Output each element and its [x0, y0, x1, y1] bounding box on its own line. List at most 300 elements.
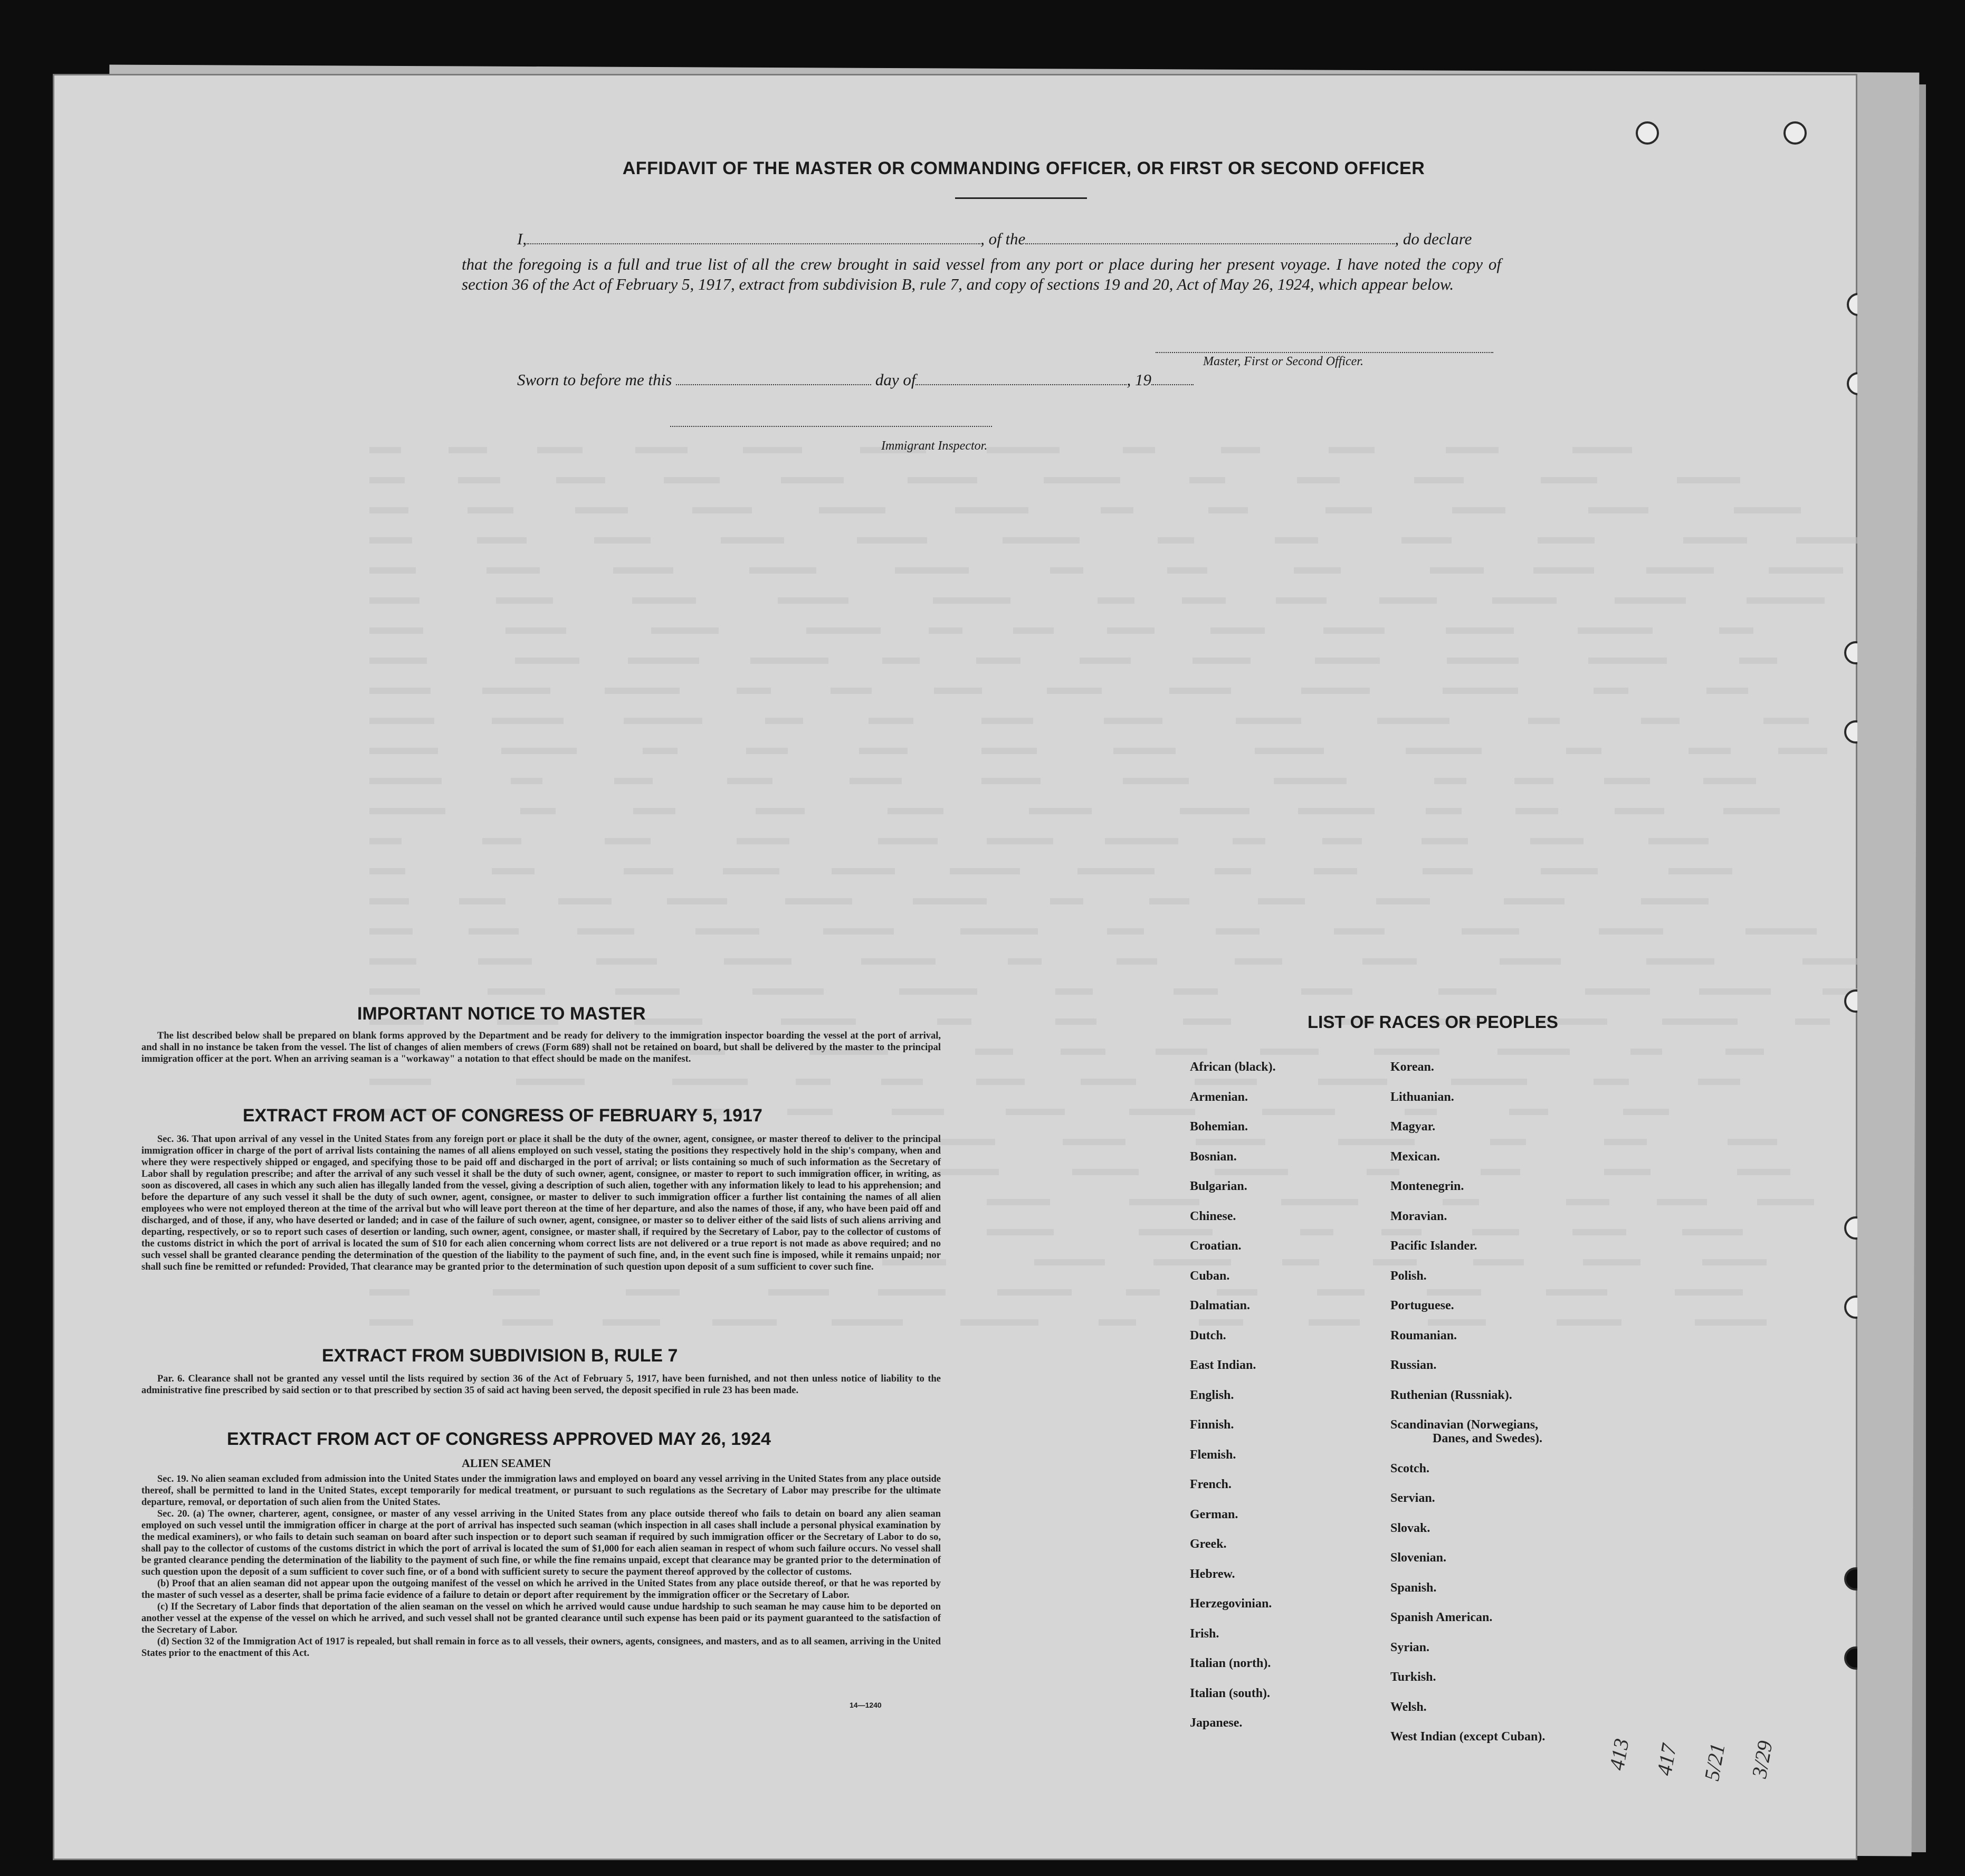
bleed-through-mark — [1044, 477, 1120, 483]
bleed-through-mark — [913, 898, 987, 904]
do-declare-label: , do declare — [1395, 230, 1472, 248]
bleed-through-mark — [556, 477, 605, 483]
bleed-through-mark — [1301, 688, 1370, 694]
bleed-through-mark — [478, 958, 532, 965]
bleed-through-mark — [850, 778, 902, 784]
bleed-through-mark — [1216, 928, 1260, 935]
bleed-through-mark — [1719, 627, 1753, 634]
bleed-through-mark — [781, 477, 844, 483]
bleed-through-mark — [635, 447, 688, 453]
race-item: Italian (north). — [1190, 1656, 1271, 1670]
bleed-through-mark — [899, 988, 977, 995]
bleed-through-mark — [1215, 1169, 1288, 1175]
bleed-through-mark — [1029, 808, 1092, 814]
bleed-through-mark — [1446, 447, 1499, 453]
race-item: Servian. — [1390, 1491, 1435, 1505]
bleed-through-row — [369, 654, 1847, 664]
bleed-through-mark — [1362, 958, 1417, 965]
bleed-through-mark — [1314, 868, 1357, 874]
bleed-through-mark — [987, 838, 1053, 844]
race-item: Montenegrin. — [1390, 1179, 1464, 1193]
bleed-through-mark — [737, 838, 789, 844]
bleed-through-mark — [1623, 1109, 1669, 1115]
bleed-through-mark — [1123, 778, 1189, 784]
bleed-through-mark — [458, 477, 500, 483]
bleed-through-mark — [892, 1109, 944, 1115]
bleed-through-mark — [859, 748, 908, 754]
bleed-through-mark — [908, 477, 977, 483]
race-item: Spanish. — [1390, 1580, 1437, 1595]
bleed-through-mark — [878, 1289, 946, 1296]
bleed-through-mark — [882, 658, 920, 664]
bleed-through-mark — [369, 808, 445, 814]
bleed-through-mark — [806, 627, 881, 634]
race-item: Slovak. — [1390, 1521, 1430, 1535]
race-item: Danes, and Swedes). — [1433, 1432, 1543, 1445]
bleed-through-mark — [1422, 838, 1468, 844]
bleed-through-mark — [1648, 838, 1709, 844]
bleed-through-mark — [1689, 748, 1731, 754]
bleed-through-mark — [468, 507, 513, 513]
bleed-through-mark — [1541, 868, 1598, 874]
inspector-line — [670, 425, 992, 427]
bleed-through-mark — [1481, 1169, 1520, 1175]
race-item: Scotch. — [1390, 1461, 1429, 1475]
bleed-through-row — [369, 985, 1847, 995]
bleed-through-mark — [1008, 958, 1042, 965]
bleed-through-mark — [1282, 1259, 1319, 1265]
bleed-through-mark — [981, 718, 1033, 724]
bleed-through-mark — [785, 898, 852, 904]
bleed-through-mark — [594, 537, 651, 544]
bleed-through-mark — [1763, 718, 1809, 724]
bleed-through-mark — [727, 778, 772, 784]
bleed-through-mark — [1778, 748, 1827, 754]
bleed-through-mark — [1169, 688, 1231, 694]
bleed-through-row — [369, 894, 1847, 905]
bleed-through-mark — [869, 718, 913, 724]
bleed-through-mark — [756, 808, 805, 814]
bleed-through-mark — [1104, 718, 1162, 724]
bleed-through-mark — [1298, 808, 1375, 814]
bleed-through-mark — [1452, 507, 1505, 513]
bleed-through-mark — [1405, 1109, 1437, 1115]
race-item: Portuguese. — [1390, 1299, 1454, 1312]
bleed-through-mark — [695, 928, 759, 935]
race-item: German. — [1190, 1507, 1238, 1521]
bleed-through-mark — [819, 507, 885, 513]
bleed-through-mark — [1546, 1289, 1607, 1296]
bleed-through-mark — [939, 1139, 995, 1145]
bleed-through-mark — [976, 658, 1020, 664]
vessel-blank[interactable] — [1025, 232, 1395, 244]
handwritten-note: 417 — [1652, 1742, 1681, 1777]
bleed-through-mark — [1594, 1079, 1629, 1085]
bleed-through-mark — [1318, 1079, 1387, 1085]
bleed-through-mark — [1725, 1049, 1764, 1055]
bleed-through-mark — [1381, 1229, 1422, 1235]
bleed-through-mark — [981, 778, 1041, 784]
bleed-through-mark — [1430, 567, 1484, 574]
bleed-through-mark — [492, 718, 564, 724]
bleed-through-row — [369, 624, 1847, 634]
signature-line — [1156, 351, 1493, 353]
bleed-through-mark — [1572, 1229, 1626, 1235]
affidavit-body: that the foregoing is a full and true list of all the crew brought in said vessel from any port or place during her present voyage. I have noted the copy of section 36 of the Act of February 5, 1917, extract from subdivision B, rule 7, and copy of sections 19 and 20, Act of May 26, 1924, which appear below. — [462, 255, 1501, 293]
bleed-through-mark — [511, 778, 542, 784]
bleed-through-mark — [496, 597, 553, 604]
bleed-through-mark — [1174, 988, 1218, 995]
bleed-through-mark — [723, 868, 779, 874]
bleed-through-mark — [1281, 1199, 1358, 1205]
bleed-through-mark — [1107, 928, 1144, 935]
sworn-line — [517, 370, 1194, 389]
bleed-through-mark — [1490, 1139, 1526, 1145]
bleed-through-mark — [613, 567, 673, 574]
bleed-through-mark — [603, 1319, 660, 1326]
bleed-through-mark — [667, 898, 727, 904]
form-number: 14—1240 — [850, 1701, 882, 1709]
bleed-through-mark — [878, 838, 938, 844]
rule7-title: EXTRACT FROM SUBDIVISION B, RULE 7 — [322, 1346, 678, 1366]
race-item: Mexican. — [1390, 1149, 1440, 1164]
bleed-through-mark — [1258, 898, 1305, 904]
bleed-through-mark — [651, 627, 719, 634]
bleed-through-mark — [1377, 718, 1449, 724]
punch-hole — [1636, 121, 1659, 145]
act1917-text — [141, 1134, 941, 1273]
bleed-through-mark — [1426, 808, 1462, 814]
bleed-through-mark — [626, 1289, 680, 1296]
bleed-through-mark — [469, 928, 519, 935]
bleed-through-mark — [672, 1079, 748, 1085]
bleed-through-mark — [369, 597, 419, 604]
bleed-through-mark — [369, 928, 413, 935]
bleed-through-mark — [1703, 778, 1756, 784]
race-item: Russian. — [1390, 1358, 1437, 1372]
bleed-through-mark — [1566, 748, 1601, 754]
bleed-through-mark — [369, 567, 416, 574]
handwritten-note: 3/29 — [1747, 1739, 1777, 1780]
bleed-through-mark — [1208, 507, 1248, 513]
bleed-through-mark — [1406, 748, 1482, 754]
bleed-through-mark — [515, 658, 579, 664]
bleed-through-mark — [632, 597, 696, 604]
bleed-through-row — [369, 864, 1847, 875]
bleed-through-mark — [1101, 507, 1133, 513]
bleed-through-mark — [1129, 1109, 1195, 1115]
bleed-through-mark — [1594, 688, 1628, 694]
race-item: East Indian. — [1190, 1358, 1256, 1372]
bleed-through-mark — [1274, 778, 1347, 784]
bleed-through-row — [369, 834, 1847, 845]
bleed-through-mark — [950, 868, 1020, 874]
bleed-through-mark — [1215, 868, 1251, 874]
bleed-through-mark — [1210, 627, 1265, 634]
bleed-through-mark — [488, 988, 545, 995]
act1924-text — [141, 1473, 941, 1659]
rule7-text — [141, 1373, 941, 1396]
bleed-through-mark — [1695, 1319, 1767, 1326]
race-item: Armenian. — [1190, 1090, 1248, 1104]
race-item: Magyar. — [1390, 1120, 1436, 1134]
bleed-through-mark — [369, 988, 420, 995]
bleed-through-mark — [1275, 537, 1318, 544]
bleed-through-row — [369, 503, 1847, 514]
sec20b-paragraph: (b) Proof that an alien seaman did not appear upon the outgoing manifest of the vessel on which he arrived in the United States from any place outside thereof, or that he was reported by the master of such vessel as a deserter, shall be prima facie evidence of a failure to detain or deport after requirement by the immigration officer or the Secretary of Labor. — [141, 1578, 941, 1601]
bleed-through-mark — [934, 688, 982, 694]
bleed-through-mark — [1683, 537, 1747, 544]
bleed-through-mark — [1260, 1049, 1319, 1055]
bleed-through-mark — [1657, 1199, 1707, 1205]
notice-paragraph: The list described below shall be prepared on blank forms approved by the Department and be ready for delivery to the immigration inspector boarding the vessel at the port of arrival, and shall in no instance be taken from the vessel. The list of changes of alien members of crews (Form 689) shall not be retained on board, but shall be delivered by the master to the principal immigration officer at the port. When an arriving seaman is a "workaway" a notation to that effect should be made on the manifest. — [141, 1031, 941, 1064]
bleed-through-mark — [1588, 658, 1667, 664]
bleed-through-mark — [1322, 838, 1362, 844]
bleed-through-mark — [369, 507, 408, 513]
bleed-through-row — [369, 594, 1847, 604]
bleed-through-mark — [1515, 808, 1558, 814]
bleed-through-mark — [857, 537, 927, 544]
bleed-through-mark — [1055, 1018, 1096, 1025]
bleed-through-mark — [832, 1319, 903, 1326]
bleed-through-mark — [1504, 898, 1565, 904]
bleed-through-mark — [1802, 958, 1857, 965]
affidavit-title: AFFIDAVIT OF THE MASTER OR COMMANDING OFFICER, OR FIRST OR SECOND OFFICER — [622, 158, 1425, 178]
race-item: Scandinavian (Norwegians, — [1390, 1418, 1539, 1432]
bleed-through-mark — [1294, 567, 1341, 574]
bleed-through-mark — [1317, 1289, 1365, 1296]
race-item: Chinese. — [1190, 1209, 1236, 1223]
bleed-through-mark — [1072, 1169, 1139, 1175]
bleed-through-mark — [1630, 1049, 1662, 1055]
bleed-through-mark — [1434, 778, 1466, 784]
bleed-through-mark — [1153, 1259, 1231, 1265]
bleed-through-mark — [1126, 1289, 1160, 1296]
race-item: French. — [1190, 1478, 1232, 1491]
bleed-through-mark — [369, 1079, 431, 1085]
bleed-through-mark — [477, 537, 527, 544]
race-item: Bohemian. — [1190, 1120, 1248, 1134]
sec20d-paragraph: (d) Section 32 of the Immigration Act of 1917 is repealed, but shall remain in force as to all vessels, their owners, agents, consignees, and masters, and as to all seamen, arriving in the United States prior to the enactment of this Act. — [141, 1636, 941, 1659]
bleed-through-mark — [369, 477, 405, 483]
bleed-through-mark — [1428, 1319, 1486, 1326]
bleed-through-mark — [1081, 1079, 1136, 1085]
bleed-through-mark — [1737, 1169, 1790, 1175]
bleed-through-mark — [1675, 1289, 1743, 1296]
punch-hole — [1847, 372, 1857, 395]
race-item: Herzegovinian. — [1190, 1597, 1272, 1611]
race-item: Welsh. — [1390, 1700, 1427, 1714]
bleed-through-mark — [1196, 1139, 1265, 1145]
bleed-through-mark — [501, 748, 577, 754]
race-item: Finnish. — [1190, 1418, 1234, 1432]
bleed-through-mark — [937, 1018, 971, 1025]
bleed-through-mark — [981, 748, 1037, 754]
race-item: Cuban. — [1190, 1269, 1230, 1283]
bleed-through-mark — [1604, 1169, 1651, 1175]
bleed-through-mark — [1221, 447, 1260, 453]
bleed-through-mark — [1233, 838, 1265, 844]
bleed-through-mark — [1276, 597, 1327, 604]
bleed-through-mark — [1217, 1289, 1257, 1296]
bleed-through-mark — [888, 808, 943, 814]
title-rule — [955, 197, 1087, 199]
bleed-through-mark — [614, 778, 653, 784]
bleed-through-mark — [1615, 808, 1664, 814]
bleed-through-mark — [1796, 537, 1857, 544]
bleed-through-mark — [596, 958, 657, 965]
notice-text — [141, 1030, 941, 1065]
bleed-through-mark — [369, 537, 412, 544]
bleed-through-mark — [1098, 597, 1134, 604]
name-blank[interactable] — [527, 232, 980, 244]
bleed-through-mark — [1723, 808, 1780, 814]
sworn-year-blank[interactable] — [1151, 373, 1194, 385]
day-of-label: day of — [875, 370, 916, 389]
bleed-through-mark — [1747, 597, 1825, 604]
bleed-through-mark — [369, 1289, 409, 1296]
bleed-through-mark — [1588, 507, 1648, 513]
sworn-day-blank[interactable] — [676, 373, 871, 385]
bleed-through-mark — [369, 627, 423, 634]
bleed-through-mark — [1497, 1049, 1570, 1055]
bleed-through-mark — [1414, 477, 1464, 483]
of-the-label: , of the — [980, 230, 1026, 248]
bleed-through-mark — [1541, 477, 1597, 483]
bleed-through-mark — [1492, 597, 1557, 604]
race-item: Syrian. — [1390, 1640, 1430, 1654]
bleed-through-mark — [1443, 1199, 1479, 1205]
bleed-through-mark — [1105, 838, 1178, 844]
bleed-through-mark — [975, 1049, 1013, 1055]
race-item: Japanese. — [1190, 1716, 1243, 1730]
bleed-through-mark — [1451, 1079, 1527, 1085]
bleed-through-mark — [1423, 868, 1473, 874]
bleed-through-mark — [1528, 718, 1560, 724]
bleed-through-mark — [1034, 1259, 1105, 1265]
bleed-through-mark — [1641, 718, 1680, 724]
bleed-through-mark — [1427, 1289, 1481, 1296]
bleed-through-mark — [1129, 1199, 1199, 1205]
bleed-through-mark — [1063, 1139, 1125, 1145]
race-item: Dalmatian. — [1190, 1299, 1250, 1312]
bleed-through-mark — [1315, 658, 1380, 664]
rule7-paragraph: Par. 6. Clearance shall not be granted any vessel until the lists required by section 36 of the Act of February 5, 1917, have been furnished, and not then unless notice of liability to the administrative fine prescribed by said section or to that prescribed by section 35 of said act having been served, the deposit specified in rule 23 has been made. — [141, 1374, 941, 1396]
race-item: Bulgarian. — [1190, 1179, 1247, 1193]
sworn-label: Sworn to before me this — [517, 370, 672, 389]
race-item: Italian (south). — [1190, 1686, 1271, 1700]
punch-hole — [1844, 1646, 1857, 1670]
bleed-through-mark — [787, 1109, 833, 1115]
bleed-through-mark — [577, 928, 634, 935]
race-item: Croatian. — [1190, 1239, 1242, 1253]
bleed-through-mark — [1235, 958, 1282, 965]
race-item: Greek. — [1190, 1537, 1227, 1551]
bleed-through-mark — [482, 838, 521, 844]
bleed-through-row — [369, 774, 1847, 785]
bleed-through-mark — [823, 928, 894, 935]
bleed-through-row — [369, 534, 1847, 544]
bleed-through-row — [369, 804, 1847, 815]
sec20a-paragraph: Sec. 20. (a) The owner, charterer, agent, consignee, or master of any vessel arriving in the United States from any place outside thereof who fails to detain on board any alien seaman employed on such vessel until the immigration officer in charge at the port of arrival has inspected such seaman (which inspection in all cases shall include a personal physical examination by the medical examiners), or who fails to detain such seaman on board after such inspection or to deport such seaman if required by such immigration officer or the Secretary of Labor to do so, shall pay to the collector of customs of the customs district in which the port of arrival is located the sum of $1,000 for each alien seaman in respect of whom such failure occurs. No vessel shall be granted clearance pending the determination of the liability to the payment of such fine, or while the fine remains unpaid, except that clearance may be granted prior to the determination of such question upon the deposit of a sum sufficient to cover such fine, or of a bond with sufficient surety to secure the payment thereof approved by the collector of customs. — [141, 1509, 941, 1577]
bleed-through-row — [369, 684, 1847, 694]
bleed-through-mark — [482, 688, 550, 694]
bleed-through-mark — [1599, 928, 1663, 935]
bleed-through-mark — [1401, 537, 1452, 544]
punch-hole — [1844, 1567, 1857, 1591]
bleed-through-mark — [1047, 688, 1102, 694]
bleed-through-mark — [605, 838, 651, 844]
bleed-through-mark — [781, 1018, 856, 1025]
bleed-through-row — [369, 1075, 1847, 1085]
bleed-through-mark — [1530, 838, 1584, 844]
bleed-through-mark — [369, 838, 402, 844]
bleed-through-row — [369, 443, 1847, 454]
race-item: English. — [1190, 1388, 1234, 1402]
bleed-through-mark — [1706, 688, 1748, 694]
race-item: Turkish. — [1390, 1670, 1436, 1684]
bleed-through-mark — [1677, 477, 1740, 483]
bleed-through-row — [369, 1285, 1847, 1296]
bleed-through-mark — [1447, 658, 1519, 664]
sec19-paragraph: Sec. 19. No alien seaman excluded from admission into the United States under the immigration laws and employed on board any vessel arriving in the United States from any place outside thereof, shall be permitted to land in the United States, except temporarily for medical treatment, or pursuant to such regulations as the Secretary of Labor may prescribe for the ultimate departure, removal, or deportation of such alien from the United States. — [141, 1474, 941, 1508]
handwritten-note: 5/21 — [1699, 1741, 1730, 1783]
bleed-through-mark — [1077, 868, 1155, 874]
race-item: Pacific Islander. — [1390, 1239, 1477, 1253]
bleed-through-mark — [960, 928, 1038, 935]
bleed-through-mark — [1107, 627, 1155, 634]
race-item: Bosnian. — [1190, 1149, 1237, 1164]
bleed-through-mark — [1338, 1139, 1415, 1145]
handwritten-note: 413 — [1604, 1737, 1634, 1772]
bleed-through-mark — [1538, 537, 1595, 544]
bleed-through-mark — [664, 477, 720, 483]
bleed-through-mark — [1334, 928, 1385, 935]
bleed-through-mark — [1462, 928, 1519, 935]
bleed-through-row — [369, 744, 1847, 755]
bleed-through-mark — [1189, 477, 1225, 483]
act1917-paragraph: Sec. 36. That upon arrival of any vessel in the United States from any foreign port or place it shall be the duty of the owner, agent, consignee, or master thereof to deliver to the principal immigration officer in charge of the port of arrival lists containing the names of all aliens employed on such vessel, stating the positions they respectively hold in the ship's company, when and where they were respectively shipped or engaged, and specifying those to be paid off and discharged in the port of arrival; or lists containing so much of such information as the Secretary of Labor shall by regulation prescribe; and after the arrival of any such vessel it shall be the duty of such owner, agent, consignee, or master to report to such immigration officer, in writing, as soon as discovered, all cases in which any such alien has illegally landed from the vessel, giving a description of such alien, together with any information likely to lead to his apprehension; and before the departure of any such vessel it shall be the duty of such owner, agent, consignee, or master to deliver to such immigration officer a further list containing the names of all alien employees who were not employed thereon at the time of the arrival but who will leave port thereon at the time of her departure, and also the names of those, if any, who have been paid off and discharged, and of those, if any, who have deserted or landed; and in case of the failure of such owner, agent, consignee, or master so to deliver either of the said lists of such aliens arriving and departing, respectively, or so to report such cases of desertion or landing, such owner, agent, consignee, or master shall, if required by the Secretary of Labor, pay to the collector of customs of the customs district in which the port of arrival is located the sum of $10 for each alien concerning whom correct lists are not delivered or a true report is not made as above required; and no such vessel shall be granted clearance pending the determination of the question of the liability to the payment of such fine, and, in the event such fine is imposed, while it remains unpaid; nor shall such fine be remitted or refunded: Provided, That clearance may be granted prior to the determination of such question upon deposit of a sum sufficient to cover such fine. — [141, 1134, 941, 1272]
bleed-through-mark — [624, 718, 702, 724]
bleed-through-mark — [1698, 1079, 1740, 1085]
bleed-through-mark — [1583, 1259, 1640, 1265]
bleed-through-mark — [987, 1229, 1054, 1235]
race-item: African (black). — [1190, 1060, 1276, 1074]
bleed-through-mark — [1734, 507, 1801, 513]
bleed-through-mark — [1050, 898, 1083, 904]
race-item: Roumanian. — [1390, 1328, 1457, 1342]
bleed-through-mark — [369, 718, 434, 724]
bleed-through-mark — [750, 658, 828, 664]
act1924-subtitle: ALIEN SEAMEN — [462, 1456, 551, 1470]
bleed-through-mark — [1604, 1139, 1647, 1145]
bleed-through-mark — [633, 808, 675, 814]
bleed-through-row — [369, 955, 1847, 965]
bleed-through-mark — [1323, 627, 1385, 634]
race-item: Spanish American. — [1390, 1611, 1493, 1624]
bleed-through-mark — [1156, 1049, 1207, 1055]
act1917-title: EXTRACT FROM ACT OF CONGRESS OF FEBRUARY 5, 1917 — [243, 1106, 762, 1126]
declaration-line — [517, 230, 1472, 249]
bleed-through-mark — [1255, 748, 1324, 754]
bleed-through-mark — [628, 658, 699, 664]
bleed-through-mark — [575, 507, 628, 513]
bleed-through-mark — [1329, 447, 1375, 453]
bleed-through-mark — [724, 958, 791, 965]
bleed-through-mark — [1199, 1319, 1243, 1326]
sworn-month-blank[interactable] — [915, 373, 1127, 385]
bleed-through-mark — [765, 718, 803, 724]
